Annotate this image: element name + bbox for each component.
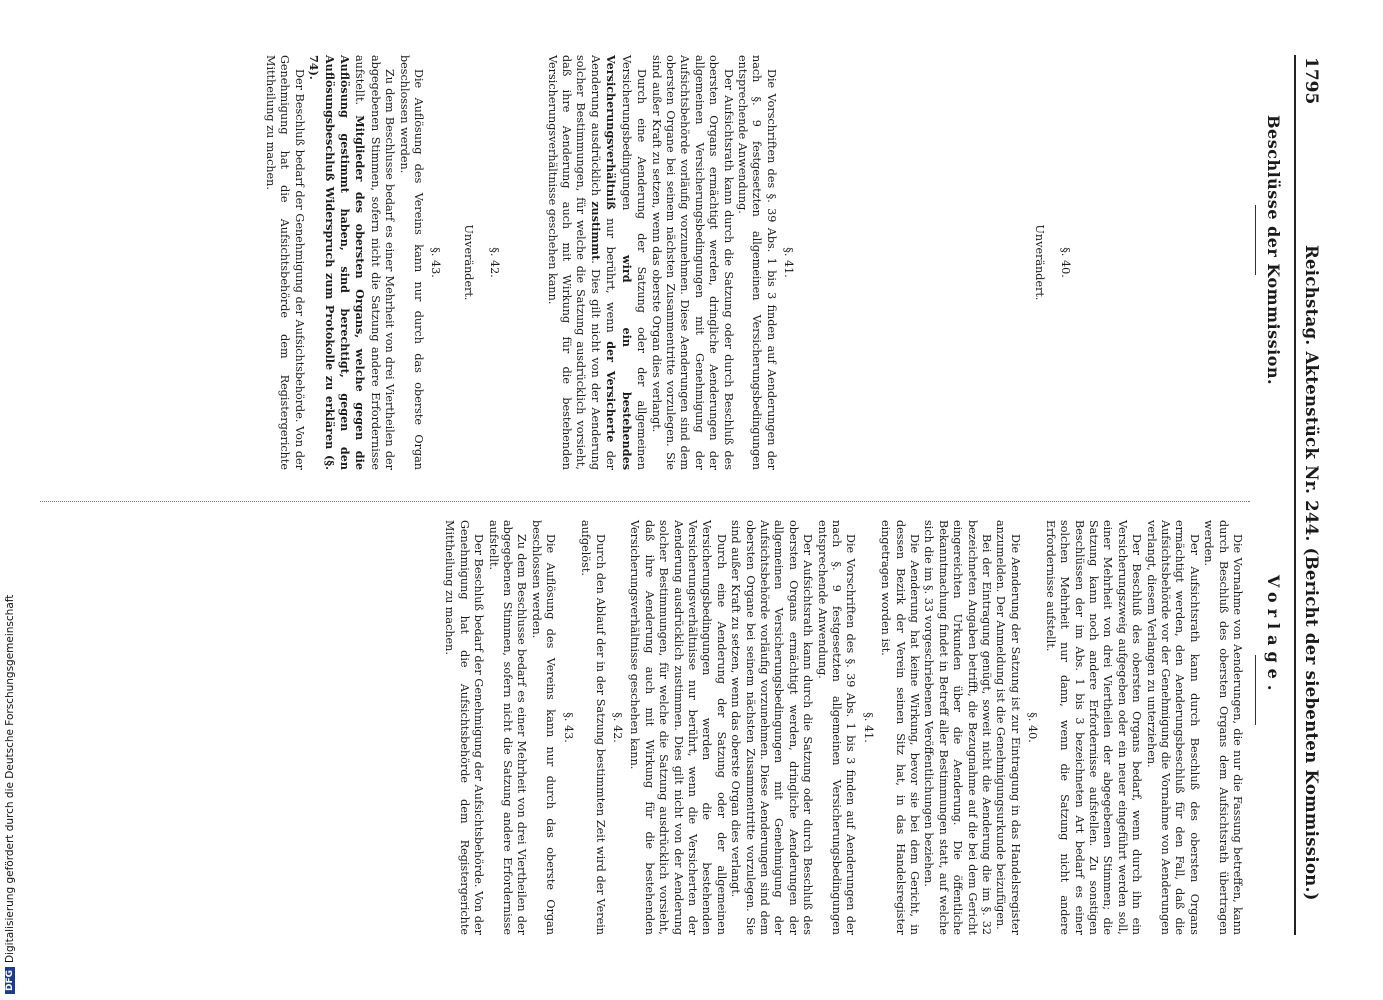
paragraph: Die Aenderung hat keine Wirkung, bevor sie bei dem Gericht, in dessen Bezirk der Verein seinen Sitz hat, in das Handelsregister eingetragen worden ist.	[879, 520, 922, 935]
paragraph: Die Aenderung der Satzung ist zur Eintragung in das Handelsregister anzumelden. Der Anmeldung ist die Genehmigungsurkunde beizufügen.	[994, 520, 1022, 935]
section-heading: §. 43.	[429, 247, 443, 278]
proposal-column	[442, 520, 1244, 935]
column-divider	[40, 501, 1250, 502]
paragraph: Die Auflösung des Vereins kann nur durch das oberste Organ beschlossen werden.	[397, 55, 426, 470]
paragraph: Die Vorschriften des §. 39 Abs. 1 bis 3 finden auf Aenderungen der nach §. 9 festgesetzten allgemeinen Versicherungsbedingungen entsprechende Anwendung.	[815, 520, 858, 935]
paragraph: Bei der Eintragung genügt, soweit nicht die Aenderung die im §. 32 bezeichneten Angaben betrifft, die Bezugnahme auf die bei dem Gericht eingereichten Urkunden über die Aenderung. Die öffentliche Bekanntmachung findet in Betreff aller Bestimmungen statt, auf welche sich die im §. 33 vorgeschriebenen Veröffentlichungen beziehen.	[922, 520, 994, 935]
page-header-title: Reichstag. Aktenstück Nr. 244. (Bericht der siebenten Kommission.)	[1302, 245, 1321, 901]
proposal-column-title: Vorlage.	[1264, 575, 1283, 697]
digitization-footer	[4, 595, 16, 994]
paragraph: Der Beschluß bedarf der Genehmigung der Aufsichtsbehörde. Von der Genehmigung hat die Aufsichtsbehörde dem Registergerichte Mittheilung zu machen.	[443, 520, 486, 935]
section-heading: §. 42.	[488, 247, 502, 278]
section-heading: §. 40.	[1059, 247, 1072, 278]
unchanged-note: Unverändert.	[461, 224, 475, 301]
paragraph: Durch den Ablauf der in der Satzung bestimmten Zeit wird der Verein aufgelöst.	[579, 520, 607, 935]
document-page	[30, 55, 1320, 935]
commission-column-title: Beschlüsse der Kommission.	[1264, 115, 1283, 386]
unchanged-note: Unverändert.	[1032, 224, 1046, 301]
title-rule-commission	[1255, 205, 1256, 275]
section-heading: §. 41.	[861, 712, 875, 743]
paragraph: Der Aufsichtsrath kann durch die Satzung oder durch Beschluß des obersten Organs ermächtigt werden, dringliche Aenderungen der allgemeinen Versicherungsbedingungen mit Genehmigung der Aufsichtsbehörde vorläufig vorzunehmen. Diese Aenderungen sind dem obersten Organe bei seinem nächsten Zusammentritte vorzulegen. Sie sind außer Kraft zu setzen, wenn das oberste Organ dies verlangt.	[729, 520, 815, 935]
paragraph: Der Beschluß des obersten Organs bedarf, wenn durch ihn ein Versicherungszweig aufgegeben oder ein neuer eingeführt werden soll, einer Mehrheit von drei Viertheilen der abgegebenen Stimmen; die Satzung kann noch andere Erfordernisse aufstellen. Zu sonstigen Beschlüssen der im Abs. 1 bis 3 bezeichneten Art bedarf es einer solchen Mehrheit nur dann, wenn die Satzung nicht andere Erfordernisse aufstellt.	[1043, 520, 1144, 935]
commission-column	[263, 55, 1075, 470]
page-number: 1795	[1301, 57, 1321, 105]
paragraph: Der Aufsichtsrath kann durch Beschluß des obersten Organs ermächtigt werden, den Aenderungsbeschluß für den Fall, daß die Aufsichtsbehörde vor der Genehmigung die Vornahme von Aenderungen verlangt, diesem Verlangen zu unterziehen.	[1144, 520, 1201, 935]
footer-text: Digitalisierung gefördert durch die Deutsche Forschungsgemeinschaft	[4, 594, 16, 963]
paragraph: Zu dem Beschlusse bedarf es einer Mehrheit von drei Viertheilen der abgegebenen Stimmen, sofern nicht die Satzung andere Erfordernisse aufstellt.	[486, 520, 529, 935]
paragraph: Zu dem Beschlusse bedarf es einer Mehrheit von drei Viertheilen der abgegebenen Stimmen, sofern nicht die Satzung andere Erfordernisse aufstellt. Mitglieder des obersten Organs, welche gegen die Auflösung gestimmt haben, sind berechtigt, gegen den Auflösungsbeschluß Widerspruch zum Protokolle zu erklären (§. 74).	[307, 55, 397, 470]
paragraph: Der Beschluß bedarf der Genehmigung der Aufsichtsbehörde. Von der Genehmigung hat die Aufsichtsbehörde dem Registergerichte Mittheilung zu machen.	[264, 55, 306, 470]
paragraph: Der Aufsichtsrath kann durch die Satzung oder durch Beschluß des obersten Organs ermächtigt werden, dringliche Aenderungen der allgemeinen Versicherungsbedingungen mit Genehmigung der Aufsichtsbehörde vorläufig vorzunehmen. Diese Aenderungen sind dem obersten Organe bei seinem nächsten Zusammentritte vorzulegen. Sie sind außer Kraft zu setzen, wenn das oberste Organ dies verlangt.	[649, 55, 735, 470]
section-heading: §. 42.	[610, 712, 624, 743]
dfg-logo-icon: DFG	[5, 967, 15, 994]
paragraph: Die Auflösung des Vereins kann nur durch das oberste Organ beschlossen werden.	[529, 520, 558, 935]
section-heading: §. 41.	[782, 247, 796, 278]
paragraph: Durch eine Aenderung der Satzung oder der allgemeinen Versicherungsbedingungen wird ein bestehendes Versicherungsverhältniß nur berührt, wenn der Versicherte der Aenderung ausdrücklich zustimmt. Dies gilt nicht von der Aenderung solcher Bestimmungen, für welche die Satzung ausdrücklich vorsieht, daß ihre Aenderung auch mit Wirkung für die bestehenden Versicherungsverhältnisse geschehen kann.	[545, 55, 649, 471]
paragraph: Die Vornahme von Aenderungen, die nur die Fassung betreffen, kann durch Beschluß des obersten Organs dem Aufsichtsrath übertragen werden.	[1202, 520, 1244, 935]
paragraph: Durch eine Aenderung der Satzung oder der allgemeinen Versicherungsbedingungen werden die bestehenden Versicherungsverhältnisse nur berührt, wenn die Versicherten der Aenderung ausdrücklich zustimmen. Dies gilt nicht von der Aenderung solcher Bestimmungen, für welche die Satzung ausdrücklich vorsieht, daß ihre Aenderung auch mit Wirkung für die bestehenden Versicherungsverhältnisse geschehen kann.	[628, 520, 728, 935]
paragraph: Die Vorschriften des §. 39 Abs. 1 bis 3 finden auf Aenderungen der nach §. 9 festgesetzten allgemeinen Versicherungsbedingungen entsprechende Anwendung.	[735, 55, 778, 470]
title-rule-proposal	[1255, 655, 1256, 725]
header-rule	[1294, 55, 1296, 935]
section-heading: §. 40.	[1026, 712, 1040, 743]
section-heading: §. 43.	[561, 712, 575, 743]
